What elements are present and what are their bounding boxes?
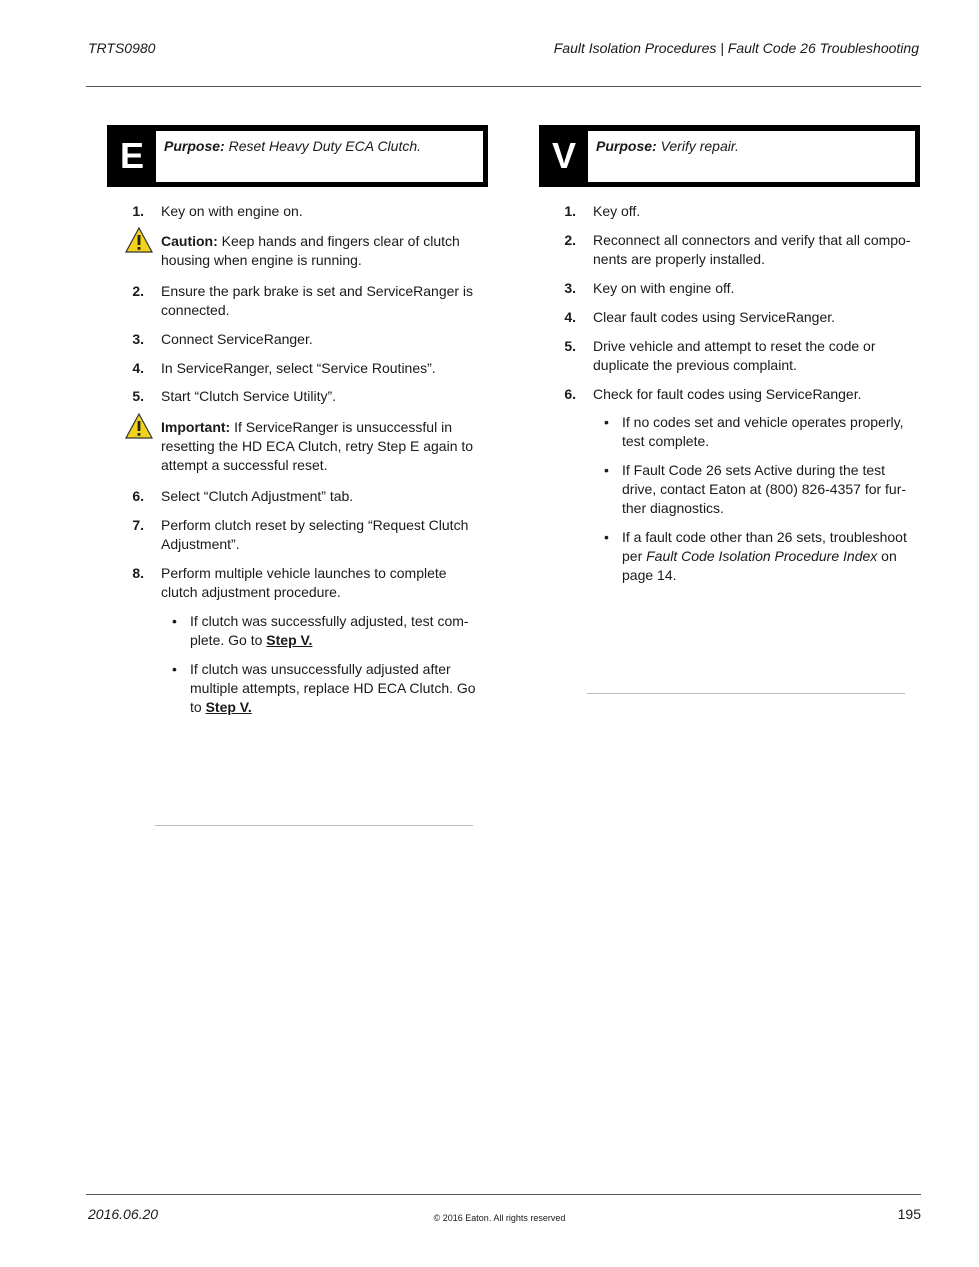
footer-rule (86, 1194, 921, 1195)
caution-icon (125, 227, 153, 253)
section-title: Fault Isolation Procedures | Fault Code 26 Troubleshooting (553, 40, 919, 56)
end-rule-left (155, 825, 473, 826)
step-e-letter: E (119, 135, 144, 176)
step-v-list: 1. Key off. 2. Reconnect all connectors and verify that all compo- nents are properly installed. 3. Key on with engine off. 4. Clear fault codes using ServiceRanger. 5. Drive vehicle and attempt to reset the code or duplicate the previous complaint. 6. Check for fault codes using ServiceRanger. • If no codes set and vehicle operates properly, test complete. • If Fault Code 26 sets Active during the test drive, contact Eaton at (800) 826-4357 for fur- ther diagnostics. • If a fault code other than 26 sets, troubleshoot per Fault Code Isolation Procedure Index on page 14. (564, 203, 911, 583)
important-note: Important: If ServiceRanger is unsuccessful in resetting the HD ECA Clutch, retry Step E again to attempt a successful reset. (161, 419, 474, 473)
step-e-list: 1. Key on with engine on. Caution: Keep hands and fingers clear of clutch housing when engine is running. 2. Ensure the park brake is set and ServiceRanger is connected. 3. Connect ServiceRanger. 4. In ServiceRanger, select “Service Routines”. 5. Start “Clutch Service Utility”. Important: If ServiceRanger is unsuccessful in resetting the HD ECA Clutch, retry Step E again to attempt a successful reset. 6. Select “Clutch Adjustment” tab. 7. Perform clutch reset by selecting “Request Clutch Adjustment”. 8. Perform multiple vehicle launches to complete clutch adjustment procedure. • If clutch was successfully adjusted, test com- plete. Go to Step V. • If clutch was unsuccessfully adjusted after multiple attempts, replace HD ECA Clutch. Go to Step V. (120, 0, 490, 900)
step-v-purpose: Purpose: Verify repair. (596, 138, 739, 154)
end-rule-right (587, 693, 905, 694)
step-v-link[interactable]: Step V. (205, 699, 252, 715)
page-number: 195 (897, 1206, 921, 1222)
step-e-purpose: Purpose: Reset Heavy Duty ECA Clutch. (164, 138, 422, 154)
copyright: © 2016 Eaton. All rights reserved (433, 1213, 566, 1223)
step-v-letter: V (551, 135, 576, 176)
step-v-link[interactable]: Step V. (266, 632, 313, 648)
publish-date: 2016.06.20 (88, 1206, 159, 1222)
document-code: TRTS0980 (88, 40, 156, 56)
warning-icon (125, 413, 153, 439)
caution-note: Caution: Keep hands and fingers clear of clutch housing when engine is running. (161, 233, 460, 268)
